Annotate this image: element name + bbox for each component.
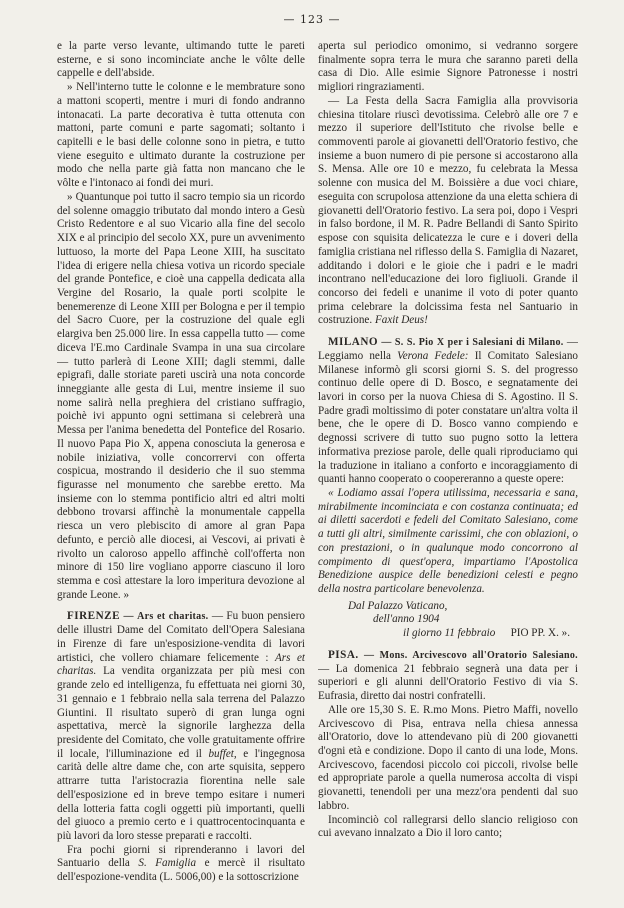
section-dash: — (381, 337, 392, 349)
left-column (57, 40, 305, 900)
paragraph: Incominciò col rallegrarsi dello slancio religioso con cui avevano innalzato a Dio il loro canto; (318, 813, 578, 840)
paragraph (57, 844, 305, 885)
section-city: PISA. (328, 648, 359, 661)
section-milano (318, 336, 578, 487)
section-topic: Ars et charitas. (137, 611, 209, 623)
section-dash: — (328, 94, 340, 107)
italic-phrase: Verona Fedele: (397, 349, 469, 362)
section-body: Fu buon pensiero delle illustri Dame del Comitato dell'Opera Salesiana in Firenze di fare un'esposizione-vendita di lavori artistici, che vollero chiamare felicemente : (57, 610, 305, 664)
letter-place: Dal Palazzo Vaticano, (348, 599, 448, 612)
italic-phrase: Ars et charitas. (57, 651, 305, 678)
section-firenze (57, 610, 305, 843)
section-city: MILANO (328, 336, 379, 349)
letter-signature: PIO PP. X. ». (510, 627, 570, 640)
page-number: — 123 — (283, 13, 341, 26)
section-pisa (318, 649, 578, 704)
section-topic: Mons. Arcivescovo all'Oratorio Salesiano. (379, 649, 578, 661)
section-topic: S. S. Pio X per i Salesiani di Milano. (394, 337, 564, 349)
section-body: Il Comitato Salesiano Milanese informò gli scorsi giorni S. S. del progresso continuo delle opere di D. Bosco, e segnatamente dei lavori in corso per la nuova Chiesa di S. Agostino. Il S. Padre gradì moltissimo di poter constatare un'altra volta il bene, che le opere di D. Bosco vanno compiendo e degnossi scrivere di tutto suo pugno sotto la lettera informativa preziose parole, delle quali riproduciamo qui la traduzione in italiano a conforto e incoraggiamento di quanti hanno cooperato o coopereranno a queste opere: (318, 349, 578, 486)
paragraph: Alle ore 15,30 S. E. R.mo Mons. Pietro Maffi, novello Arcivescovo di Pisa, entrava nella chiesa annessa all'Oratorio, dove lo attendevano più di 200 giovanetti d'ogni età e condizione. Dopo il canto di una lode, Mons. Arcivescovo, facendosi piccolo coi piccoli, rivolse belle ed appropriate parole a quella numerosa accolta di vispi giovanetti, tenendoli per una mezz'ora pendenti dal suo labbro. (318, 703, 578, 812)
paragraph-text: e mercè il risultato dell'espozione-vendita (L. 5006,00) e la sottoscrizione (57, 857, 305, 884)
section-dash: — (123, 611, 134, 623)
section-topic: La Festa della Sacra Famiglia (346, 94, 497, 107)
letter-date: il giorno 11 febbraio (403, 627, 496, 640)
italic-phrase: S. Famiglia (138, 857, 197, 870)
section-body: La domenica 21 febbraio segnerà una data per i superiori e gli alunni dell'Oratorio Festivo di via S. Eufrasia, diretto dai nostri confratelli. (318, 662, 578, 703)
section-body: alla provvisoria chiesina titolare riuscì devotissima. Celebrò alle ore 7 e mezzo il superiore dell'Istituto che rivolse belle e commoventi parole ai giovanetti dell'Oratorio festivo, che insieme a buon numero di pie persone si accostarono alla S. Mensa. Alle ore 10 e mezzo, fu celebrata la Messa solenne con musica del M. Boissière a due voci chiare, eseguita con scrupolosa attenzione da una eletta schiera di giovanetti dell'Oratorio festivo. La sera poi, dopo i Vespri in falso bordone, il M. R. Padre Bellandi di Santo Spirito espose con squisita delicatezza le cure e i doveri della famiglia cristiana nel riflesso della S. Famiglia di Nazaret, additando i dolori e le gioie che i padri e le madri incontrano nell'educazione dei loro figliuoli. Grande il concorso dei fedeli e unanime il voto di poter quanto prima celebrare la dolcissima festa nel Santuario in costruzione. (318, 94, 578, 327)
paragraph: » Quantunque poi tutto il sacro tempio sia un ricordo del solenne omaggio tributato dal mondo intero a Gesù Cristo Redentore e al suo Vicario alla fine del secolo XIX e al principio del secolo XX, pure un avvenimento luttuoso, la morte del Papa Leone XIII, ha suscitato l'idea di erigere nella chiesa votiva un ricordo speciale del grande Pontefice, e cioè una cappella dedicata alla Vergine del Rosario, la quale porti scolpite le benemerenze di Leone XIII per Bologna e per il tempio del Sacro Cuore, per la costruzione del quale egli elargiva ben 25.000 lire. In essa cappella tutto — come diceva l'E.mo Cardinale Svampa in una sua circolare — tutto parlerà di Leone XIII; dagli stemmi, dalle epigrafi, dalle storiate pareti uscirà una nota concorde inneggiante alle gesta di Lui, mentre insieme il suo nome salirà nella preghiera del cristiano suffragio, poichè ivi appunto ogni settimana si celebrerà una Messa per l'anima benedetta del Pontefice del Rosario. Il nuovo Papa Pio X, appena conosciuta la generosa e nobile iniziativa, volle concorrervi con offerta cospicua, mostrando il desiderio che il suo stemma figurasse nel monumento che sarebbe eretto. Ma insieme con lo stemma pontificio altri ed altri molti debbono trovarsi affinchè la monumentale cappella riesca un vero plebiscito di amore al gran Papa defunto, e perciò alle diocesi, ai Vescovi, ai privati è rivolto un caloroso appello affinchè coll'offerta non minore di 150 lire vogliano apporre ciascuno il loro stemma e così attestare la loro imperitura devozione al grande Leone. » (57, 190, 305, 601)
letter-year: dell'anno 1904 (373, 613, 440, 626)
paragraph: aperta sul periodico omonimo, si vedranno sorgere finalmente sopra terra le mura che saranno pareti della casa di Dio. Alle esimie Signore Patronesse i nostri migliori ringraziamenti. (318, 40, 578, 94)
paragraph: e la parte verso levante, ultimando tutte le pareti esterne, e si sono incominciate anche le vôlte delle cappelle e dell'abside. (57, 40, 305, 80)
papal-quote: « Lodiamo assai l'opera utilissima, necessaria e sana, mirabilmente incominciata e con costanza continuata; ed ai diletti sacerdoti e fedeli del Comitato Salesiano, come a tutti gli altri, similmente carissimi, che con oblazioni, o con prestazioni, o in qualunque modo concorrono al compimento di quest'opera, impartiamo l'Apostolica Benedizione auspice delle benedizioni celesti e pegno della nostra particolare benevolenza. (318, 487, 578, 596)
section-dash: — (211, 610, 223, 623)
italic-phrase: buffet, (208, 747, 237, 760)
section-dash: — (318, 662, 330, 675)
section-festa (318, 95, 578, 328)
section-body: e l'ingegnosa carità delle altre dame che, con arte squisita, seppero attrarre tutta l'aristocrazia fiorentina nelle sale dell'esposizione ed in breve tempo esitare i numeri della lotteria fatta cogli oggetti più importanti, quelli del giuoco a premio certo e i quattrocentocinquanta e più lavori da loro stesse preparati e raccolti. (57, 747, 305, 842)
italic-phrase: Faxit Deus! (374, 314, 428, 327)
section-body: Leggiamo nella (318, 349, 391, 362)
section-dash: — (566, 336, 578, 349)
paragraph-text: Fra pochi giorni si riprenderanno i lavori del Santuario della (57, 843, 305, 870)
paragraph: » Nell'interno tutte le colonne e le membrature sono a mattoni scoperti, mentre i muri di fondo andranno intonacati. La parte decorativa è tutta ottenuta con mattoni, parte comuni e parte sagomati; soltanto i capitelli e le basi delle colonne sono in pietra, e tutto viene eseguito e ultimato durante la costruzione per modo che nella parte già fatta non mancano che le vôlte e l'intonaco ai fondi dei muri. (57, 81, 305, 190)
section-city: FIRENZE (67, 610, 121, 623)
section-body: La vendita organizzata per più mesi con grande zelo ed intelligenza, fu effettuata nei giorni 30, 31 gennaio e 1 febbraio nella sala terrena del Palazzo Giuntini. Il risultato superò di gran lunga ogni aspettativa, mercè la signorile larghezza della presidente del Comitato, che volle gratuitamente offrire il locale, l'illuminazione ed il (57, 665, 305, 760)
right-column (318, 40, 578, 900)
section-dash: — (364, 649, 375, 661)
